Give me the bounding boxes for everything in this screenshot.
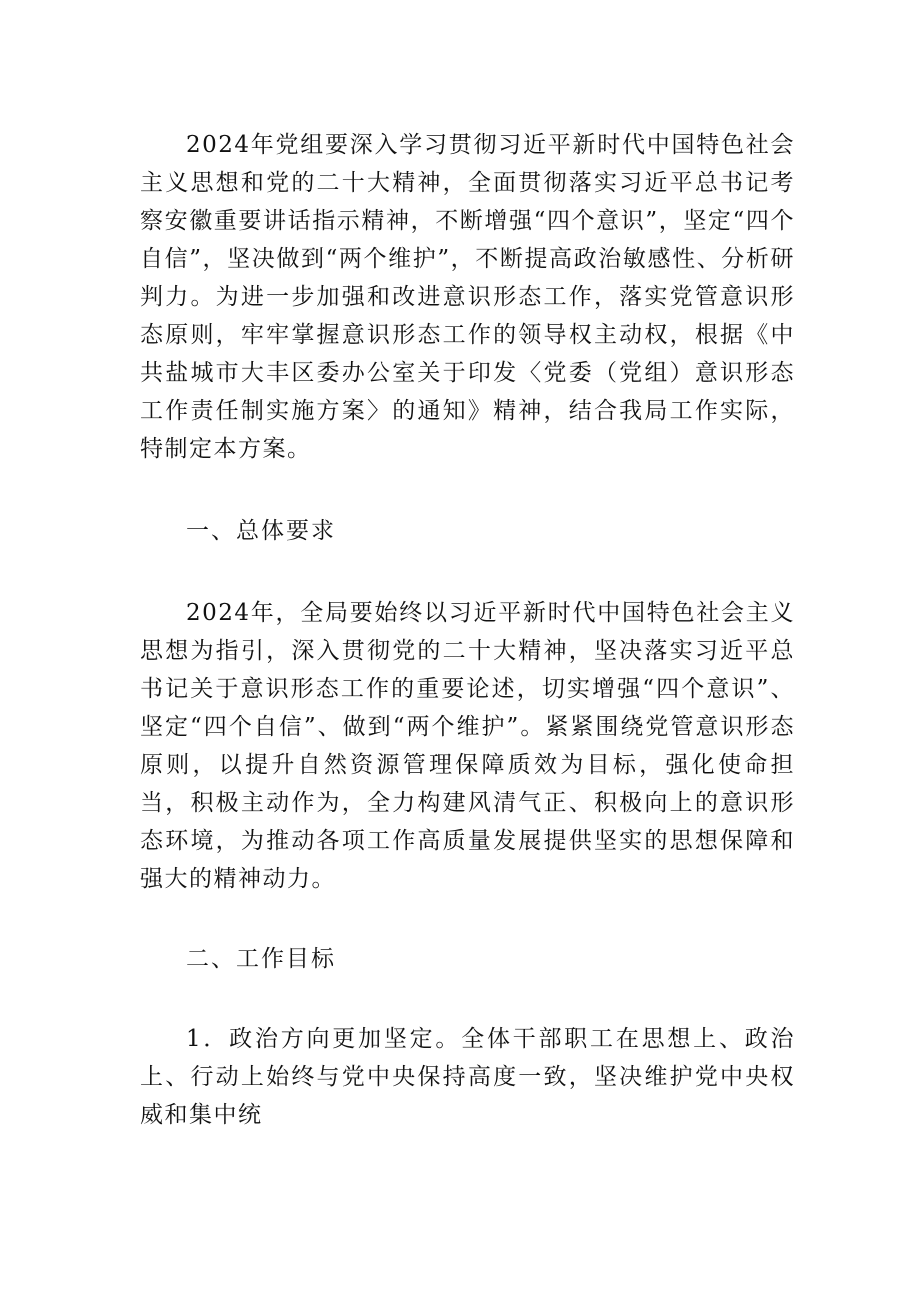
document-body xyxy=(140,126,795,1134)
work-goal-item-1: 1．政治方向更加坚定。全体干部职工在思想上、政治上、行动上始终与党中央保持高度一致，坚决维护党中央权威和集中统 xyxy=(140,1026,795,1128)
paragraph-gap xyxy=(140,550,795,594)
overall-requirements-paragraph: 2024年，全局要始终以习近平新时代中国特色社会主义思想为指引，深入贯彻党的二十大精神，坚决落实习近平总书记关于意识形态工作的重要论述，切实增强“四个意识”、坚定“四个自信”、做到“两个维护”。紧紧围绕党管意识形态原则，以提升自然资源管理保障质效为目标，强化使命担当，积极主动作为，全力构建风清气正、积极向上的意识形态环境，为推动各项工作高质量发展提供坚实的思想保障和强大的精神动力。 xyxy=(140,600,795,892)
paragraph-gap xyxy=(140,468,795,512)
section-heading-work-goals: 二、工作目标 xyxy=(186,946,336,972)
section-heading-overall-requirements: 一、总体要求 xyxy=(186,518,336,544)
paragraph-gap xyxy=(140,898,795,940)
paragraph-gap xyxy=(140,978,795,1020)
intro-paragraph: 2024年党组要深入学习贯彻习近平新时代中国特色社会主义思想和党的二十大精神，全面贯彻落实习近平总书记考察安徽重要讲话指示精神，不断增强“四个意识”，坚定“四个自信”，坚决做到“两个维护”，不断提高政治敏感性、分析研判力。为进一步加强和改进意识形态工作，落实党管意识形态原则，牢牢掌握意识形态工作的领导权主动权，根据《中共盐城市大丰区委办公室关于印发〈党委（党组）意识形态工作责任制实施方案〉的通知》精神，结合我局工作实际，特制定本方案。 xyxy=(140,132,795,462)
